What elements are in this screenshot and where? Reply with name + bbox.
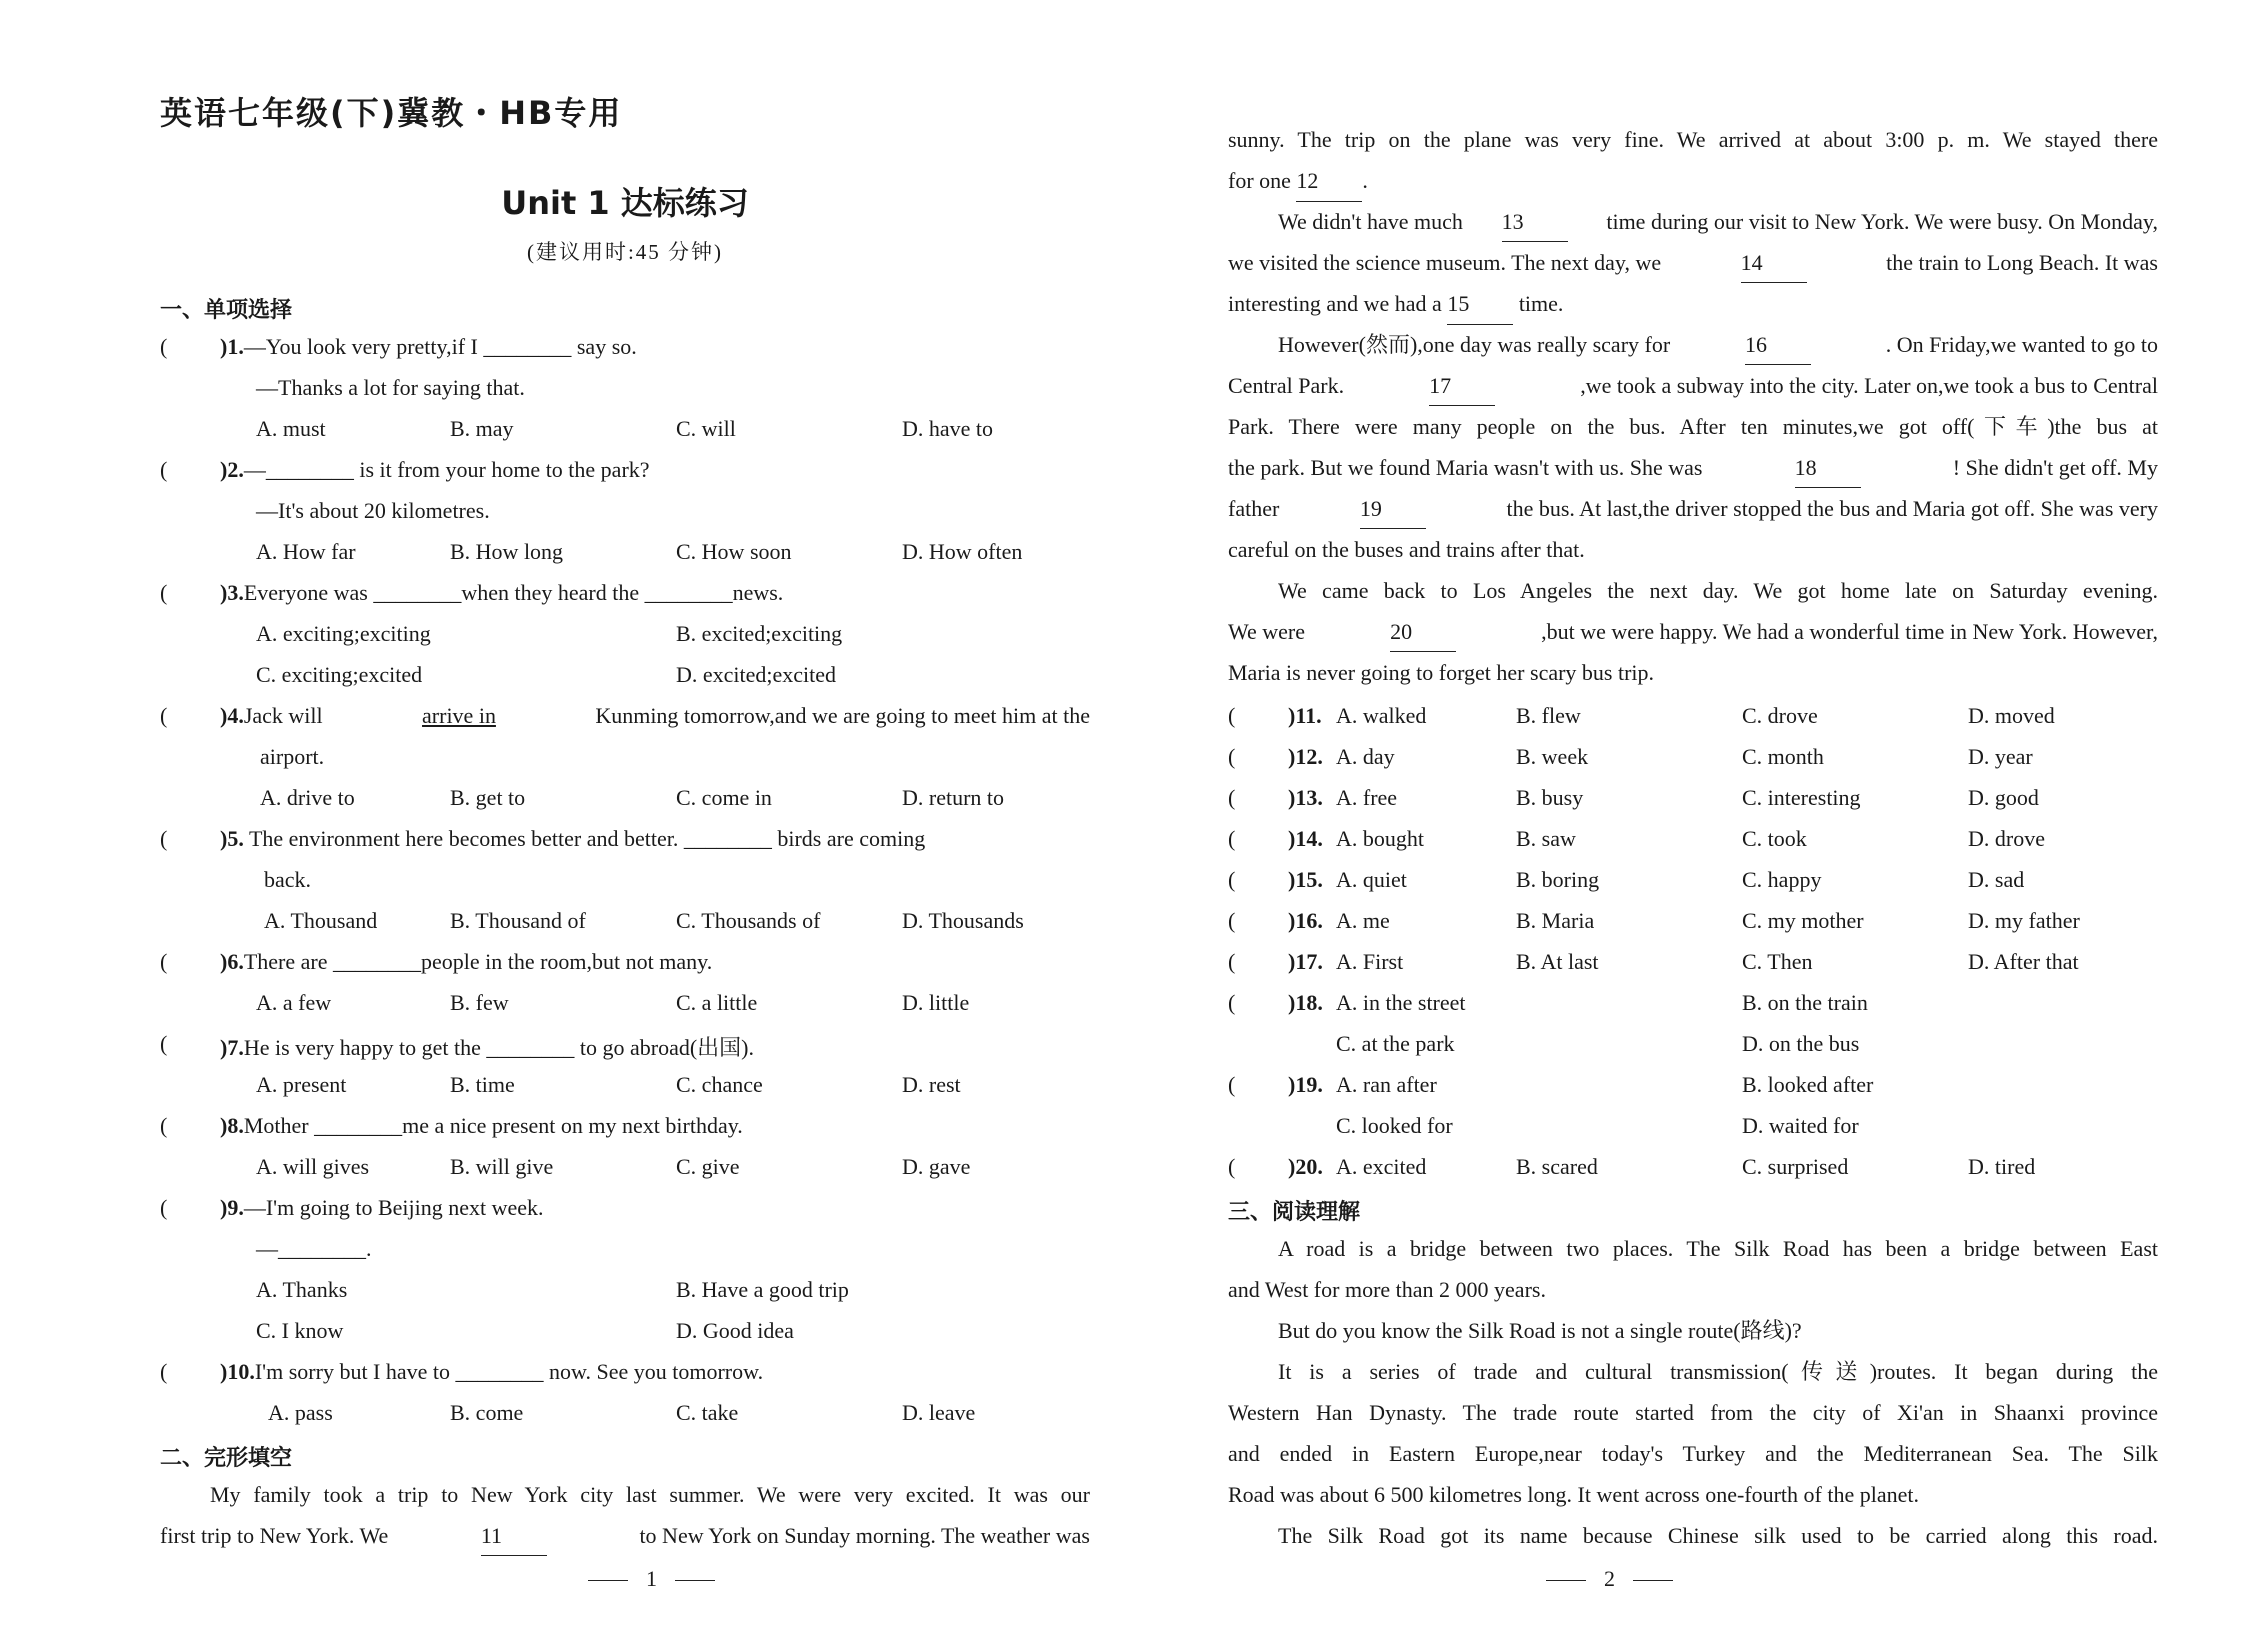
answer-paren[interactable]: (	[1228, 826, 1236, 851]
option-b[interactable]: B. saw	[1516, 826, 1576, 851]
option-c[interactable]: C. month	[1742, 744, 1824, 769]
option-c[interactable]: C. looked for	[1336, 1113, 1453, 1138]
option-b[interactable]: B. excited;exciting	[676, 621, 843, 646]
cloze-blank-17[interactable]: 17	[1429, 365, 1495, 406]
question-11-number: )11.	[1288, 703, 1322, 728]
cloze-blank-12[interactable]: 12	[1296, 160, 1362, 202]
cloze-blank-16[interactable]: 16	[1745, 324, 1811, 365]
option-d[interactable]: D. return to	[902, 785, 1005, 810]
option-d[interactable]: D. drove	[1968, 826, 2045, 851]
option-c[interactable]: C. at the park	[1336, 1031, 1455, 1056]
option-d[interactable]: D. Good idea	[676, 1318, 794, 1343]
answer-paren[interactable]: (	[160, 580, 168, 605]
question-13-number: )13.	[1288, 785, 1323, 810]
option-b[interactable]: B. flew	[1516, 703, 1581, 728]
question-9: )9.—I'm going to Beijing next week.	[220, 1195, 544, 1220]
question-17-number: )17.	[1288, 949, 1323, 974]
option-a[interactable]: A. How far	[256, 539, 356, 564]
option-c[interactable]: C. come in	[676, 785, 772, 810]
option-b[interactable]: B. Thousand of	[450, 908, 586, 933]
option-b[interactable]: B. time	[450, 1072, 515, 1097]
answer-paren[interactable]: (	[160, 1113, 168, 1138]
option-c[interactable]: C. my mother	[1742, 908, 1864, 933]
option-b[interactable]: B. week	[1516, 744, 1589, 769]
answer-paren[interactable]: (	[160, 949, 168, 974]
option-d[interactable]: D. my father	[1968, 908, 2080, 933]
option-b[interactable]: B. scared	[1516, 1154, 1598, 1179]
section-heading-cloze: 二、完形填空	[160, 1446, 293, 1471]
option-a[interactable]: A. day	[1336, 744, 1395, 769]
option-c[interactable]: C. surprised	[1742, 1154, 1849, 1179]
option-d[interactable]: D. good	[1968, 785, 2039, 810]
option-a[interactable]: A. Thanks	[256, 1277, 348, 1302]
option-b[interactable]: B. get to	[450, 785, 526, 810]
question-16-number: )16.	[1288, 908, 1323, 933]
question-5: )5. The environment here becomes better and better. ________ birds are coming	[220, 826, 926, 851]
option-b[interactable]: B. boring	[1516, 867, 1600, 892]
option-a[interactable]: A. present	[256, 1072, 347, 1097]
answer-paren[interactable]: (	[1228, 949, 1236, 974]
option-d[interactable]: D. have to	[902, 416, 994, 441]
question-10: )10.I'm sorry but I have to ________ now. See you tomorrow.	[220, 1359, 764, 1384]
option-a[interactable]: A. me	[1336, 908, 1390, 933]
option-a[interactable]: A. a few	[256, 990, 332, 1015]
answer-paren[interactable]: (	[1228, 990, 1236, 1015]
answer-paren[interactable]: (	[1228, 785, 1236, 810]
answer-paren[interactable]: (	[160, 1359, 168, 1384]
question-9-reply: —________.	[256, 1236, 372, 1261]
option-d[interactable]: D. on the bus	[1742, 1031, 1860, 1056]
option-a[interactable]: A. will gives	[256, 1154, 370, 1179]
book-header: 英语七年级(下)冀教・HB专用	[160, 94, 623, 132]
option-a[interactable]: A. pass	[268, 1400, 333, 1425]
cloze-blank-14[interactable]: 14	[1741, 242, 1807, 283]
option-d[interactable]: D. little	[902, 990, 970, 1015]
section-heading-reading: 三、阅读理解	[1228, 1200, 1361, 1225]
page-subtitle: (建议用时:45 分钟)	[526, 240, 724, 264]
option-b[interactable]: B. on the train	[1742, 990, 1868, 1015]
option-c[interactable]: C. How soon	[676, 539, 792, 564]
option-d[interactable]: D. excited;excited	[676, 662, 837, 687]
option-b[interactable]: B. will give	[450, 1154, 554, 1179]
option-b[interactable]: B. looked after	[1742, 1072, 1874, 1097]
option-b[interactable]: B. Have a good trip	[676, 1277, 849, 1302]
cloze-passage-start: My family took a trip to New York city last summer. We were very excited. It was our first trip to New York. We 11 to New York on Sunday morning. The weather was	[160, 1474, 1090, 1556]
answer-paren[interactable]: (	[160, 334, 168, 359]
question-20-number: )20.	[1288, 1154, 1323, 1179]
answer-paren[interactable]: (	[1228, 1072, 1236, 1097]
option-d[interactable]: D. waited for	[1742, 1113, 1859, 1138]
question-1: )1.—You look very pretty,if I ________ say so.	[220, 334, 637, 359]
question-4: )4.Jack will arrive in Kunming tomorrow,and we are going to meet him at the	[220, 703, 1090, 728]
option-a[interactable]: A. bought	[1336, 826, 1424, 851]
option-d[interactable]: D. Thousands	[902, 908, 1024, 933]
cloze-blank-19[interactable]: 19	[1360, 488, 1426, 529]
answer-paren[interactable]: (	[1228, 908, 1236, 933]
question-7: )7.He is very happy to get the ________ to go abroad(出国).	[220, 1035, 754, 1060]
question-6: )6.There are ________people in the room,but not many.	[220, 949, 713, 974]
answer-paren[interactable]: (	[160, 1195, 168, 1220]
question-18-number: )18.	[1288, 990, 1323, 1015]
option-d[interactable]: D. After that	[1968, 949, 2079, 974]
option-a[interactable]: A. walked	[1336, 703, 1427, 728]
answer-paren[interactable]: (	[1228, 744, 1236, 769]
option-c[interactable]: C. will	[676, 416, 736, 441]
page-left	[160, 0, 1090, 1649]
option-b[interactable]: B. How long	[450, 539, 564, 564]
cloze-blank-20[interactable]: 20	[1390, 611, 1456, 652]
section-heading-single-choice: 一、单项选择	[160, 298, 293, 323]
cloze-blank-15[interactable]: 15	[1447, 283, 1513, 325]
underlined-phrase: arrive in	[422, 703, 496, 728]
page-title: Unit 1 达标练习	[501, 184, 749, 222]
option-b[interactable]: B. At last	[1516, 949, 1599, 974]
answer-paren[interactable]: (	[160, 826, 168, 851]
question-8: )8.Mother ________me a nice present on my next birthday.	[220, 1113, 743, 1138]
option-c[interactable]: C. happy	[1742, 867, 1822, 892]
option-d[interactable]: D. rest	[902, 1072, 961, 1097]
option-d[interactable]: D. sad	[1968, 867, 2025, 892]
option-a[interactable]: A. quiet	[1336, 867, 1407, 892]
option-d[interactable]: D. moved	[1968, 703, 2055, 728]
option-d[interactable]: D. tired	[1968, 1154, 2036, 1179]
option-a[interactable]: A. Thousand	[264, 908, 378, 933]
question-12-number: )12.	[1288, 744, 1323, 769]
question-2-reply: —It's about 20 kilometres.	[256, 498, 490, 523]
page-right	[1228, 0, 2158, 1649]
option-a[interactable]: A. First	[1336, 949, 1404, 974]
option-c[interactable]: C. chance	[676, 1072, 763, 1097]
option-c[interactable]: C. drove	[1742, 703, 1818, 728]
page-number: 2	[1528, 1566, 1691, 1592]
page-number: 1	[570, 1566, 733, 1592]
question-5-continuation: back.	[264, 867, 312, 892]
option-b[interactable]: B. Maria	[1516, 908, 1595, 933]
option-b[interactable]: B. come	[450, 1400, 524, 1425]
option-a[interactable]: A. drive to	[260, 785, 355, 810]
answer-paren[interactable]: (	[1228, 1154, 1236, 1179]
option-a[interactable]: A. exciting;exciting	[256, 621, 431, 646]
question-15-number: )15.	[1288, 867, 1323, 892]
cloze-blank-18[interactable]: 18	[1795, 447, 1861, 488]
answer-paren[interactable]: (	[160, 457, 168, 482]
option-a[interactable]: A. ran after	[1336, 1072, 1437, 1097]
option-a[interactable]: A. excited	[1336, 1154, 1427, 1179]
question-14-number: )14.	[1288, 826, 1323, 851]
option-a[interactable]: A. free	[1336, 785, 1398, 810]
option-d[interactable]: D. How often	[902, 539, 1023, 564]
option-d[interactable]: D. year	[1968, 744, 2033, 769]
option-c[interactable]: C. take	[676, 1400, 739, 1425]
answer-paren[interactable]: (	[1228, 703, 1236, 728]
option-c[interactable]: C. a little	[676, 990, 758, 1015]
option-c[interactable]: C. exciting;excited	[256, 662, 423, 687]
option-c[interactable]: C. interesting	[1742, 785, 1861, 810]
option-a[interactable]: A. in the street	[1336, 990, 1466, 1015]
option-c[interactable]: C. Thousands of	[676, 908, 821, 933]
option-d[interactable]: D. leave	[902, 1400, 976, 1425]
question-4-continuation: airport.	[260, 744, 325, 769]
answer-paren[interactable]: (	[1228, 867, 1236, 892]
question-2: )2.—________ is it from your home to the park?	[220, 457, 650, 482]
cloze-blank-13[interactable]: 13	[1502, 201, 1568, 242]
question-19-number: )19.	[1288, 1072, 1323, 1097]
answer-paren[interactable]: (	[160, 1031, 168, 1056]
option-b[interactable]: B. busy	[1516, 785, 1584, 810]
answer-paren[interactable]: (	[160, 703, 168, 728]
cloze-blank-11[interactable]: 11	[481, 1515, 547, 1556]
option-a[interactable]: A. must	[256, 416, 326, 441]
option-c[interactable]: C. give	[676, 1154, 740, 1179]
option-c[interactable]: C. took	[1742, 826, 1807, 851]
question-1-reply: —Thanks a lot for saying that.	[256, 375, 525, 400]
reading-passage: A road is a bridge between two places. The Silk Road has been a bridge between East and West for more than 2 000 years. But do you know the Silk Road is not a single route(路线)? It is a series of trade and cultural transmission(传送)routes. It began during the Western Han Dynasty. The trade route started from the city of Xi'an in Shaanxi province and ended in Eastern Europe,near today's Turkey and the Mediterranean Sea. The Silk Road was about 6 500 kilometres long. It went across one-fourth of the planet. The Silk Road got its name because Chinese silk used to be carried along this road.	[1228, 1236, 2158, 1548]
option-b[interactable]: B. may	[450, 416, 514, 441]
option-c[interactable]: C. I know	[256, 1318, 344, 1343]
option-d[interactable]: D. gave	[902, 1154, 971, 1179]
option-b[interactable]: B. few	[450, 990, 509, 1015]
cloze-passage-continued: sunny. The trip on the plane was very fine. We arrived at about 3:00 p. m. We stayed there for one 12 . We didn't have much 13 time during our visit to New York. We were busy. On Monday, we visited the science museum. The next day, we 14 the train to Long Beach. It was interesting and we had a 15 time. However(然而),one day was really scary for 16 . On Friday,we wanted to go to Central Park. 17 ,we took a subway into the city. Later on,we took a bus to Central Park. There were many people on the bus. After ten minutes,we got off(下车)the bus at the park. But we found Maria wasn't with us. She was 18 ! She didn't get off. My father 19 the bus. At last,the driver stopped the bus and Maria got off. She was very careful on the buses and trains after that. We came back to Los Angeles the next day. We got home late on Saturday evening. We were 20 ,but we were happy. We had a wonderful time in New York. However, Maria is never going to forget her scary bus trip.	[1228, 127, 2158, 685]
question-3: )3.Everyone was ________when they heard the ________news.	[220, 580, 784, 605]
option-c[interactable]: C. Then	[1742, 949, 1813, 974]
